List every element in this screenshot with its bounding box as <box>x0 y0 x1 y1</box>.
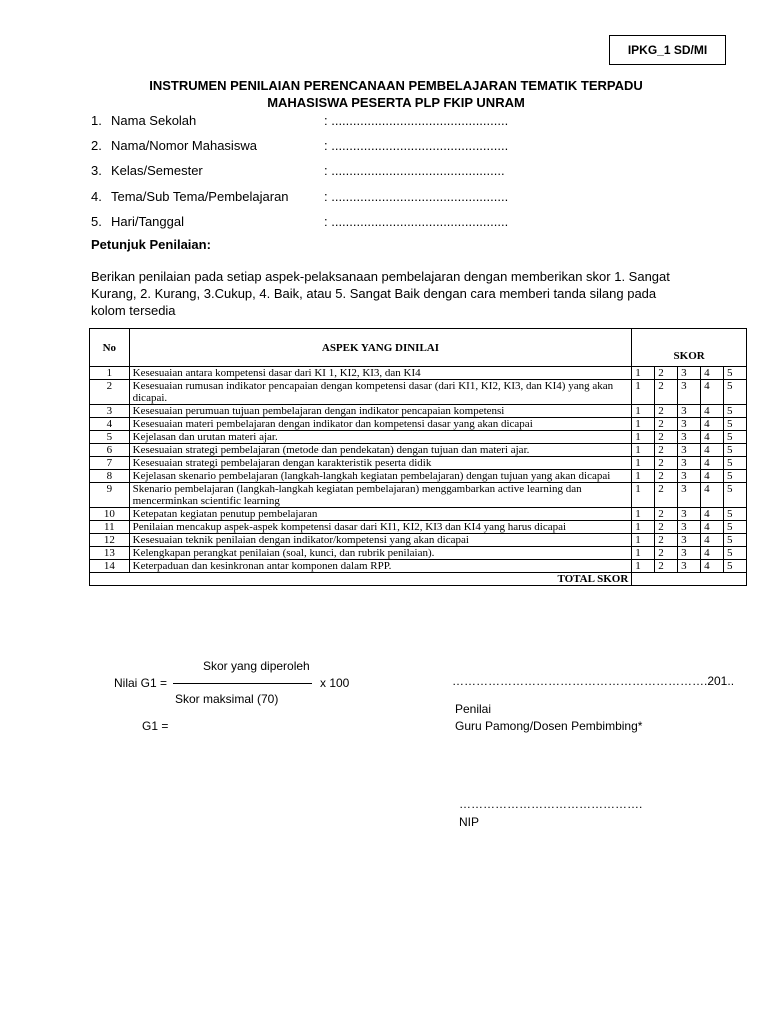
score-option-2[interactable]: 2 <box>655 547 678 560</box>
formula-label: Nilai G1 = <box>114 676 168 690</box>
row-number: 14 <box>90 560 130 573</box>
row-number: 6 <box>90 444 130 457</box>
score-option-4[interactable]: 4 <box>701 431 724 444</box>
score-option-2[interactable]: 2 <box>655 534 678 547</box>
score-option-1[interactable]: 1 <box>632 483 655 508</box>
field-label: Kelas/Semester <box>111 163 203 178</box>
column-header-no: No <box>90 329 130 367</box>
score-option-5[interactable]: 5 <box>724 483 747 508</box>
score-option-5[interactable]: 5 <box>724 560 747 573</box>
score-option-2[interactable]: 2 <box>655 418 678 431</box>
row-number: 7 <box>90 457 130 470</box>
field-value: : ................................................ <box>324 163 505 178</box>
row-number: 3 <box>90 405 130 418</box>
field-label: Nama/Nomor Mahasiswa <box>111 138 257 153</box>
field-label: Hari/Tanggal <box>111 214 184 229</box>
assessment-table <box>89 328 747 586</box>
score-option-4[interactable]: 4 <box>701 560 724 573</box>
score-option-3[interactable]: 3 <box>678 418 701 431</box>
score-option-2[interactable]: 2 <box>655 444 678 457</box>
table-row <box>90 431 747 444</box>
score-option-1[interactable]: 1 <box>632 508 655 521</box>
score-option-5[interactable]: 5 <box>724 431 747 444</box>
score-option-2[interactable]: 2 <box>655 560 678 573</box>
aspek-text: Kesesuaian antara kompetensi dasar dari KI 1, KI2, KI3, dan KI4 <box>129 367 632 380</box>
score-option-2[interactable]: 2 <box>655 380 678 405</box>
petunjuk-heading: Petunjuk Penilaian: <box>91 237 211 252</box>
column-header-skor: SKOR <box>632 329 747 367</box>
aspek-text: Kejelasan skenario pembelajaran (langkah-langkah kegiatan pembelajaran) dengan tujuan yang akan dicapai <box>129 470 632 483</box>
aspek-text: Penilaian mencakup aspek-aspek kompetensi dasar dari KI1, KI2, KI3 dan KI4 yang harus dicapai <box>129 521 632 534</box>
document-code-box: IPKG_1 SD/MI <box>609 35 726 65</box>
field-value: : ................................................. <box>324 113 509 128</box>
score-option-5[interactable]: 5 <box>724 444 747 457</box>
signature-role-guru: Guru Pamong/Dosen Pembimbing* <box>455 719 643 733</box>
score-option-4[interactable]: 4 <box>701 457 724 470</box>
score-option-5[interactable]: 5 <box>724 521 747 534</box>
score-option-3[interactable]: 3 <box>678 534 701 547</box>
aspek-text: Ketepatan kegiatan penutup pembelajaran <box>129 508 632 521</box>
field-label: Nama Sekolah <box>111 113 197 128</box>
signature-role-penilai: Penilai <box>455 702 492 716</box>
score-option-4[interactable]: 4 <box>701 367 724 380</box>
aspek-text: Skenario pembelajaran (langkah-langkah kegiatan pembelajaran) menggambarkan active learning dan mencerminkan scientific learning <box>129 483 632 508</box>
score-option-3[interactable]: 3 <box>678 431 701 444</box>
score-option-1[interactable]: 1 <box>632 560 655 573</box>
score-option-5[interactable]: 5 <box>724 470 747 483</box>
score-option-2[interactable]: 2 <box>655 431 678 444</box>
score-option-3[interactable]: 3 <box>678 444 701 457</box>
formula-denominator: Skor maksimal (70) <box>175 692 279 706</box>
total-skor-cell <box>632 573 747 586</box>
score-option-5[interactable]: 5 <box>724 547 747 560</box>
instruction-paragraph: Berikan penilaian pada setiap aspek-pelaksanaan pembelajaran dengan memberikan skor 1. Sangat Kurang, 2. Kurang, 3.Cukup, 4. Baik, atau 5. Sangat Baik dengan cara memberi tanda silang pada kolom tersedia <box>91 269 670 318</box>
score-option-5[interactable]: 5 <box>724 367 747 380</box>
total-skor-label: TOTAL SKOR <box>90 573 632 586</box>
field-number: 2. <box>91 138 102 153</box>
aspek-text: Kejelasan dan urutan materi ajar. <box>129 431 632 444</box>
field-number: 4. <box>91 189 102 204</box>
score-option-3[interactable]: 3 <box>678 508 701 521</box>
table-row <box>90 470 747 483</box>
score-option-1[interactable]: 1 <box>632 418 655 431</box>
row-number: 5 <box>90 431 130 444</box>
aspek-text: Kelengkapan perangkat penilaian (soal, kunci, dan rubrik penilaian). <box>129 547 632 560</box>
table-row <box>90 534 747 547</box>
table-row <box>90 367 747 380</box>
score-option-4[interactable]: 4 <box>701 418 724 431</box>
score-option-5[interactable]: 5 <box>724 508 747 521</box>
score-option-3[interactable]: 3 <box>678 470 701 483</box>
table-row <box>90 483 747 508</box>
score-option-5[interactable]: 5 <box>724 534 747 547</box>
table-row <box>90 457 747 470</box>
score-option-4[interactable]: 4 <box>701 380 724 405</box>
table-row <box>90 521 747 534</box>
table-row <box>90 444 747 457</box>
table-row <box>90 405 747 418</box>
score-option-3[interactable]: 3 <box>678 560 701 573</box>
score-option-5[interactable]: 5 <box>724 418 747 431</box>
score-option-1[interactable]: 1 <box>632 380 655 405</box>
field-value: : ................................................. <box>324 138 509 153</box>
row-number: 9 <box>90 483 130 508</box>
table-header-row <box>90 329 747 367</box>
field-number: 1. <box>91 113 102 128</box>
formula-multiplier: x 100 <box>320 676 350 690</box>
score-option-1[interactable]: 1 <box>632 444 655 457</box>
score-option-1[interactable]: 1 <box>632 547 655 560</box>
score-option-4[interactable]: 4 <box>701 508 724 521</box>
score-option-1[interactable]: 1 <box>632 457 655 470</box>
score-option-1[interactable]: 1 <box>632 367 655 380</box>
score-option-2[interactable]: 2 <box>655 508 678 521</box>
score-option-3[interactable]: 3 <box>678 457 701 470</box>
formula-numerator: Skor yang diperoleh <box>203 659 310 673</box>
score-option-1[interactable]: 1 <box>632 431 655 444</box>
score-option-4[interactable]: 4 <box>701 444 724 457</box>
score-option-1[interactable]: 1 <box>632 521 655 534</box>
table-row <box>90 380 747 405</box>
score-option-2[interactable]: 2 <box>655 405 678 418</box>
signature-date-line: ……………………………………………………….201.. <box>452 674 735 688</box>
row-number: 12 <box>90 534 130 547</box>
row-number: 8 <box>90 470 130 483</box>
row-number: 13 <box>90 547 130 560</box>
score-option-1[interactable]: 1 <box>632 534 655 547</box>
field-label: Tema/Sub Tema/Pembelajaran <box>111 189 289 204</box>
score-option-4[interactable]: 4 <box>701 534 724 547</box>
aspek-text: Kesesuaian teknik penilaian dengan indikator/kompetensi yang akan dicapai <box>129 534 632 547</box>
score-option-4[interactable]: 4 <box>701 547 724 560</box>
table-row <box>90 560 747 573</box>
row-number: 4 <box>90 418 130 431</box>
table-row <box>90 418 747 431</box>
field-number: 3. <box>91 163 102 178</box>
row-number: 1 <box>90 367 130 380</box>
score-option-2[interactable]: 2 <box>655 457 678 470</box>
score-option-5[interactable]: 5 <box>724 380 747 405</box>
score-option-1[interactable]: 1 <box>632 470 655 483</box>
score-option-3[interactable]: 3 <box>678 367 701 380</box>
signature-name-line: ………………………………………. <box>459 797 643 811</box>
field-number: 5. <box>91 214 102 229</box>
score-option-4[interactable]: 4 <box>701 470 724 483</box>
row-number: 10 <box>90 508 130 521</box>
g1-label: G1 = <box>142 719 169 733</box>
score-option-3[interactable]: 3 <box>678 547 701 560</box>
aspek-text: Kesesuaian rumusan indikator pencapaian dengan kompetensi dasar (dari KI1, KI2, KI3, dan KI4) yang akan dicapai. <box>129 380 632 405</box>
score-option-2[interactable]: 2 <box>655 483 678 508</box>
column-header-aspek: ASPEK YANG DINILAI <box>129 329 632 367</box>
score-option-3[interactable]: 3 <box>678 380 701 405</box>
field-value: : ................................................. <box>324 189 509 204</box>
table-row <box>90 508 747 521</box>
document-title-line1: INSTRUMEN PENILAIAN PERENCANAAN PEMBELAJARAN TEMATIK TERPADU <box>149 78 643 93</box>
score-option-5[interactable]: 5 <box>724 457 747 470</box>
score-option-5[interactable]: 5 <box>724 405 747 418</box>
score-option-4[interactable]: 4 <box>701 405 724 418</box>
score-option-2[interactable]: 2 <box>655 367 678 380</box>
fraction-line <box>173 683 312 684</box>
score-option-2[interactable]: 2 <box>655 521 678 534</box>
score-option-3[interactable]: 3 <box>678 483 701 508</box>
row-number: 11 <box>90 521 130 534</box>
score-option-3[interactable]: 3 <box>678 405 701 418</box>
total-row <box>90 573 747 586</box>
aspek-text: Kesesuaian perumuan tujuan pembelajaran dengan indikator pencapaian kompetensi <box>129 405 632 418</box>
aspek-text: Keterpaduan dan kesinkronan antar komponen dalam RPP. <box>129 560 632 573</box>
aspek-text: Kesesuaian materi pembelajaran dengan indikator dan kompetensi dasar yang akan dicapai <box>129 418 632 431</box>
score-option-4[interactable]: 4 <box>701 521 724 534</box>
aspek-text: Kesesuaian strategi pembelajaran (metode dan pendekatan) dengan tujuan dan materi ajar. <box>129 444 632 457</box>
row-number: 2 <box>90 380 130 405</box>
score-option-3[interactable]: 3 <box>678 521 701 534</box>
signature-nip: NIP <box>459 815 480 829</box>
table-row <box>90 547 747 560</box>
score-option-1[interactable]: 1 <box>632 405 655 418</box>
document-title-line2: MAHASISWA PESERTA PLP FKIP UNRAM <box>267 95 525 110</box>
score-option-2[interactable]: 2 <box>655 470 678 483</box>
aspek-text: Kesesuaian strategi pembelajaran dengan karakteristik peserta didik <box>129 457 632 470</box>
score-option-4[interactable]: 4 <box>701 483 724 508</box>
field-value: : ................................................. <box>324 214 509 229</box>
